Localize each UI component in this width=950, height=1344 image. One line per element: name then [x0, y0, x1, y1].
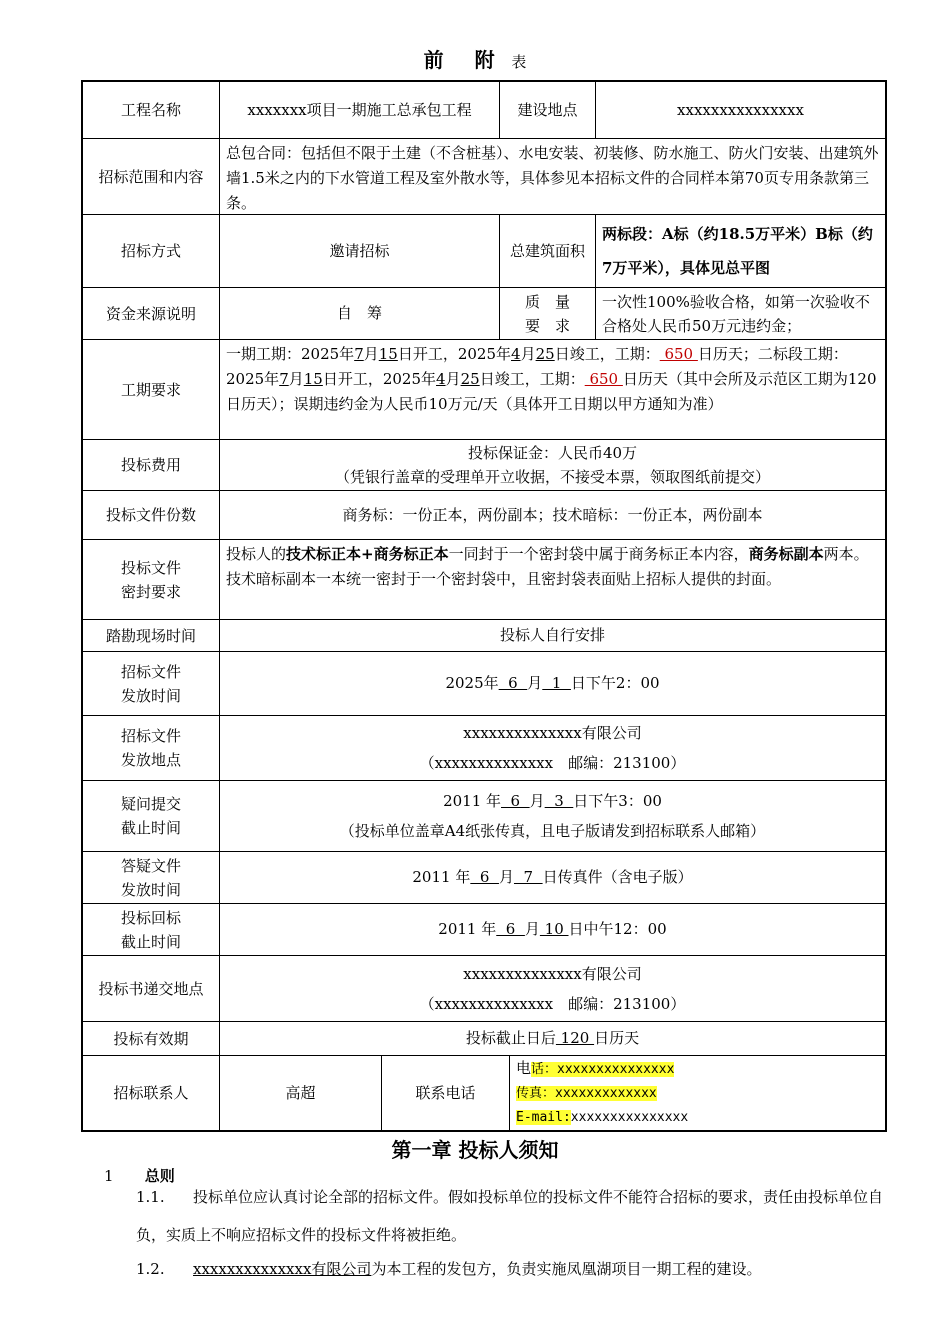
fee-value [219, 440, 885, 490]
period-text: 月 [288, 370, 304, 388]
query-label-line1: 疑问提交 [120, 795, 181, 813]
row-site [83, 619, 885, 651]
row-query [83, 780, 885, 851]
period-days: 650 [584, 370, 623, 388]
seal-bold: 商务标副本 [748, 545, 824, 563]
site-value: 投标人自行安排 [219, 620, 885, 651]
quality-label-line1: 质 量 [524, 292, 570, 311]
issue-place-label [83, 716, 219, 780]
answer-text: 日传真件（含电子版） [542, 868, 693, 886]
issue-place-label-line1: 招标文件 [120, 727, 181, 745]
quality-label-line2: 要 求 [524, 316, 570, 335]
period-text: 日竣工，工期： [479, 370, 585, 388]
period-month: 4 [511, 345, 521, 363]
validity-days: 120 [555, 1029, 595, 1047]
period-text: 日竣工，工期： [554, 345, 660, 363]
clause-1-2 [136, 1250, 886, 1288]
return-value [219, 904, 885, 955]
issue-time-label-line2: 发放时间 [120, 686, 181, 705]
issue-time-text: 日下午2：00 [570, 674, 660, 692]
return-text: 2011 年 [438, 920, 497, 938]
seal-bold: 技术标正本+商务标正本 [286, 545, 449, 563]
seal-label [83, 540, 219, 619]
period-days: 650 [659, 345, 698, 363]
row-period [83, 339, 885, 439]
tel-prefix: 电 [516, 1059, 532, 1077]
period-text: 月 [363, 345, 379, 363]
quality-value: 一次性100%验收合格，如第一次验收不合格处人民币50万元违约金； [595, 288, 885, 339]
section-number: 1 [104, 1167, 114, 1185]
seal-value [219, 540, 885, 619]
fax-value: 传真：xxxxxxxxxxxxx [516, 1086, 657, 1101]
email-value: xxxxxxxxxxxxxxx [570, 1110, 689, 1125]
period-day: 15 [303, 370, 323, 388]
issue-place-label-line2: 发放地点 [120, 751, 181, 769]
phone-label: 联系电话 [381, 1056, 509, 1130]
submit-place-line2: （xxxxxxxxxxxxxx 邮编：213100） [419, 994, 686, 1013]
return-text: 日中午12：00 [568, 920, 667, 938]
email-label: E-mail: [516, 1110, 571, 1125]
seal-text: 投标人的 [226, 545, 287, 563]
period-text: 月 [445, 370, 461, 388]
method-value: 邀请招标 [219, 215, 499, 287]
answer-label-line2: 发放时间 [120, 880, 181, 899]
row-issue-place [83, 715, 885, 780]
period-text: 月 [520, 345, 536, 363]
clause-text: 投标单位应认真讨论全部的招标文件。假如投标单位的投标文件不能符合招标的要求，责任由投标单位自负，实质上不响应招标文件的投标文件将被拒绝。 [136, 1188, 884, 1244]
answer-label [83, 852, 219, 903]
row-contact [83, 1055, 885, 1130]
row-method [83, 214, 885, 287]
query-text: 2011 年 [443, 792, 502, 810]
fee-line1: 投标保证金：人民币40万 [467, 444, 638, 462]
submit-place-line1: xxxxxxxxxxxxxx有限公司 [463, 964, 642, 983]
contact-label: 招标联系人 [113, 1084, 189, 1102]
period-text: 日开工，2025年 [322, 370, 437, 388]
chapter-title: 第一章 投标人须知 [391, 1138, 559, 1162]
contact-name: 高超 [219, 1056, 381, 1130]
quality-label [499, 288, 595, 339]
clause-number: 1.1. [136, 1188, 165, 1206]
row-issue-time [83, 651, 885, 715]
issue-time-text: 月 [527, 674, 543, 692]
seal-label-line1: 投标文件 [120, 558, 181, 577]
query-month: 6 [501, 792, 530, 810]
return-label [83, 904, 219, 955]
issue-time-label-line1: 招标文件 [120, 662, 181, 681]
clause-number: 1.2. [136, 1260, 165, 1278]
validity-value [219, 1022, 885, 1055]
tel-value: 话：xxxxxxxxxxxxxxx [531, 1062, 675, 1077]
query-day: 3 [544, 792, 574, 810]
project-name-label: 工程名称 [120, 101, 181, 119]
validity-label: 投标有效期 [113, 1029, 189, 1048]
return-label-line1: 投标回标 [120, 908, 181, 927]
funding-label: 资金来源说明 [105, 304, 196, 323]
bid-info-table [81, 80, 887, 1132]
page-title [0, 44, 950, 73]
period-text: 日历天（其中会所及示范区工期为120日历天）；误期违约金为人民币10万元/天（具体开工日期以甲方通知为准） [226, 370, 877, 413]
query-text: 日下午3：00 [573, 792, 662, 810]
answer-value [219, 852, 885, 903]
clause-1-1 [136, 1178, 886, 1254]
return-label-line2: 截止时间 [120, 932, 181, 951]
return-day: 10 [539, 920, 569, 938]
answer-month: 6 [470, 868, 499, 886]
return-text: 月 [524, 920, 540, 938]
area-value: 两标段：A标（约18.5万平米）B标（约7万平米），具体见总平图 [595, 215, 885, 287]
submit-place-value [219, 956, 885, 1021]
period-label: 工期要求 [120, 380, 181, 399]
title-suffix: 表 [511, 53, 527, 71]
section-title: 总则 [144, 1167, 175, 1185]
answer-label-line1: 答疑文件 [120, 856, 181, 875]
row-scope [83, 138, 885, 214]
period-text: 日历天；二标段工期：2025年 [226, 345, 848, 388]
seal-text: 一同封于一个密封袋中属于商务标正本内容， [448, 545, 749, 563]
seal-label-line2: 密封要求 [120, 582, 181, 601]
issue-time-label [83, 652, 219, 715]
period-value [219, 340, 885, 439]
row-funding [83, 287, 885, 339]
query-label [83, 781, 219, 851]
row-answer [83, 851, 885, 903]
seal-text: 两本。技术暗标副本一本统一密封于一个密封袋中，且密封袋表面贴上招标人提供的封面。 [226, 545, 869, 588]
answer-day: 7 [513, 868, 543, 886]
period-day: 25 [460, 370, 480, 388]
location-value: xxxxxxxxxxxxxxx [595, 82, 885, 138]
period-text: 一期工期：2025年 [226, 345, 355, 363]
row-project-name [83, 82, 885, 138]
project-name-value: xxxxxxx项目一期施工总承包工程 [219, 82, 499, 138]
issue-place-line1: xxxxxxxxxxxxxx有限公司 [463, 724, 642, 742]
row-seal [83, 539, 885, 619]
row-return [83, 903, 885, 955]
title-main: 前 附 [423, 48, 507, 72]
scope-label: 招标范围和内容 [98, 167, 204, 186]
clause-company: xxxxxxxxxxxxxx有限公司 [193, 1260, 372, 1278]
validity-text: 投标截止日后 [465, 1029, 556, 1047]
copies-value: 商务标：一份正本，两份副本；技术暗标：一份正本，两份副本 [219, 491, 885, 539]
fee-label: 投标费用 [120, 456, 181, 474]
issue-time-value [219, 652, 885, 715]
period-day: 25 [535, 345, 555, 363]
issue-time-day: 1 [542, 674, 571, 692]
method-label: 招标方式 [120, 242, 181, 260]
row-submit-place [83, 955, 885, 1021]
answer-text: 月 [498, 868, 514, 886]
period-month: 7 [354, 345, 364, 363]
return-month: 6 [496, 920, 525, 938]
clause-text: 为本工程的发包方，负责实施凤凰湖项目一期工程的建设。 [371, 1260, 762, 1278]
row-fee [83, 439, 885, 490]
issue-place-line2: （xxxxxxxxxxxxxx 邮编：213100） [419, 754, 686, 772]
row-validity [83, 1021, 885, 1055]
area-label: 总建筑面积 [499, 215, 595, 287]
query-text: 月 [529, 792, 545, 810]
scope-value: 总包合同：包括但不限于土建（不含桩基）、水电安装、初装修、防水施工、防火门安装、出建筑外墙1.5米之内的下水管道工程及室外散水等，具体参见本招标文件的合同样本第70页专用条款第三条。 [219, 139, 885, 214]
issue-time-month: 6 [498, 674, 528, 692]
funding-value: 自 筹 [219, 288, 499, 339]
fee-line2: （凭银行盖章的受理单开立收据，不接受本票，领取图纸前提交） [334, 468, 770, 486]
query-value [219, 781, 885, 851]
location-label: 建设地点 [499, 82, 595, 138]
period-month: 7 [279, 370, 289, 388]
issue-time-text: 2025年 [445, 674, 499, 692]
row-copies [83, 490, 885, 539]
query-line2: （投标单位盖章A4纸张传真，且电子版请发到招标联系人邮箱） [339, 822, 766, 840]
period-text: 日开工，2025年 [397, 345, 512, 363]
issue-place-value [219, 716, 885, 780]
contact-details [509, 1056, 885, 1130]
query-label-line2: 截止时间 [120, 819, 181, 837]
copies-label: 投标文件份数 [105, 506, 196, 524]
period-day: 15 [378, 345, 398, 363]
answer-text: 2011 年 [412, 868, 471, 886]
site-label: 踏勘现场时间 [105, 626, 196, 645]
validity-text: 日历天 [594, 1029, 640, 1047]
submit-place-label: 投标书递交地点 [98, 979, 204, 998]
period-month: 4 [436, 370, 446, 388]
